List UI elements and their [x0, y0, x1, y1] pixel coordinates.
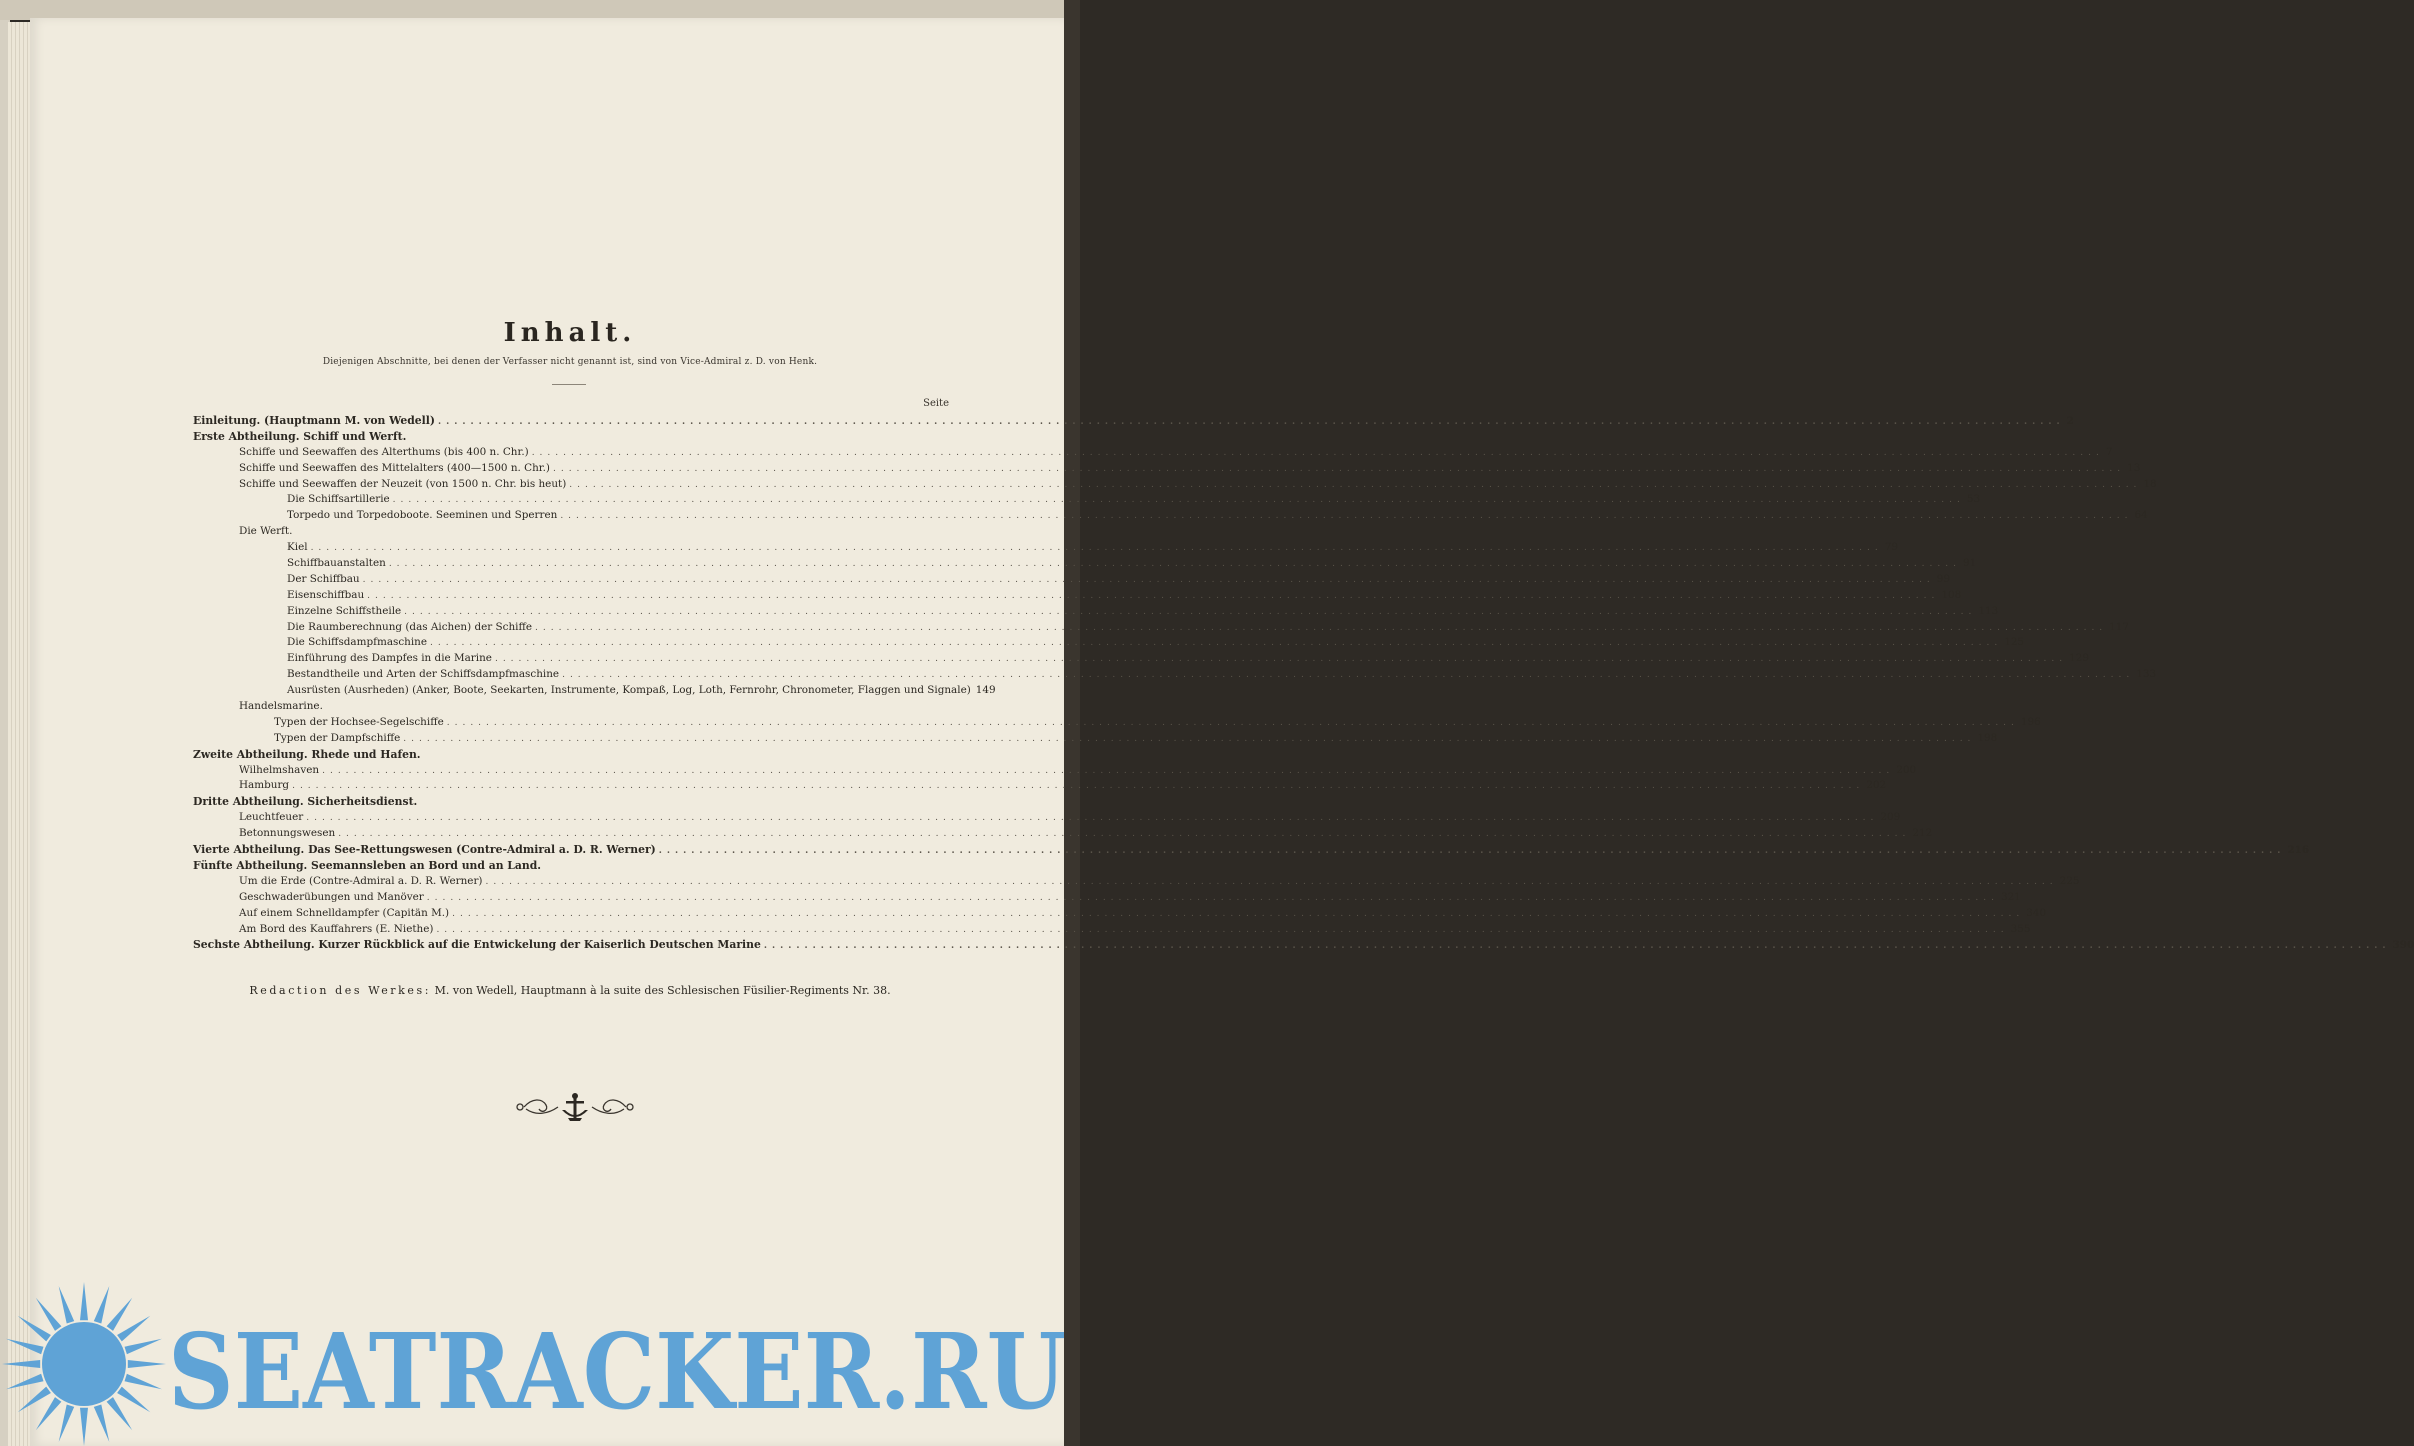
toc-entry-label: Einführung des Dampfes in die Marine: [287, 652, 495, 664]
toc-leader-dots: ........................................................................................................................................................................................................: [310, 543, 1883, 554]
page-subtitle: Diejenigen Abschnitte, bei denen der Verfasser nicht genannt ist, sind von Vice-Admiral z. D. von Henk.: [322, 357, 818, 367]
title-divider: [552, 384, 586, 385]
toc-entry-page: 18: [2143, 477, 2157, 490]
toc-entry-label: Geschwaderübungen und Manöver: [239, 891, 427, 903]
toc-leader-dots: ........................................................................................................................................................................................................: [437, 417, 2065, 427]
toc-entry-label: Fünfte Abtheilung. Seemannsleben an Bord und an Land.: [193, 859, 544, 872]
book-top-rim: [0, 0, 1080, 20]
toc-leader-dots: ........................................................................................................................................................................................................: [392, 495, 1965, 506]
toc-leader-dots: ........................................................................................................................................................................................................: [322, 765, 1895, 776]
toc-entry-label: Einleitung. (Hauptmann M. von Wedell): [193, 414, 438, 427]
toc-leader-dots: ........................................................................................................................................................................................................: [403, 733, 1976, 744]
toc-entry: [193, 572, 1951, 589]
toc-entry-page: 198: [1977, 731, 1998, 744]
toc-leader-dots: ........................................................................................................................................................................................................: [338, 829, 1911, 840]
toc-entry-page: 125: [2004, 636, 2025, 649]
toc-entry: [193, 715, 2041, 732]
toc-entry-label: Ausrüsten (Ausrheden) (Anker, Boote, Seekarten, Instrumente, Kompaß, Log, Loth, Fernrohr, Chronometer, Flaggen und Signale): [287, 684, 974, 696]
toc-entry-page: 340: [2026, 906, 2047, 919]
page-column-label: Seite: [923, 398, 949, 409]
toc-entry-page: 225: [2059, 874, 2080, 887]
toc-entry-page: 64: [2134, 509, 2148, 522]
toc-entry-label: Am Bord des Kauffahrers (E. Niethe): [239, 923, 436, 935]
toc-entry: [193, 477, 2157, 494]
toc-entry-page: 113: [1978, 604, 1999, 617]
toc-entry-page: 53: [1966, 493, 1981, 506]
toc-entry-label: Eisenschiffbau: [287, 589, 367, 601]
toc-entry-label: Schiffe und Seewaffen des Mittelalters (400—1500 n. Chr.): [239, 462, 553, 474]
toc-entry-page: 196: [2020, 715, 2041, 728]
toc-leader-dots: ........................................................................................................................................................................................................: [446, 717, 2019, 728]
toc-entry-page: 79: [1884, 541, 1898, 554]
toc-leader-dots: ........................................................................................................................................................................................................: [430, 638, 2003, 649]
toc-entry: [193, 874, 2080, 891]
toc-entry: [193, 922, 2031, 939]
toc-leader-dots: ........................................................................................................................................................................................................: [494, 654, 2068, 665]
toc-leader-dots: ........................................................................................................................................................................................................: [292, 781, 1865, 792]
toc-leader-dots: ........................................................................................................................................................................................................: [388, 559, 1961, 570]
toc-entry-label: Torpedo und Torpedoboote. Seeminen und Sperren: [287, 509, 560, 521]
toc-leader-dots: ........................................................................................................................................................................................................: [552, 463, 2126, 474]
toc-entry-page: 355: [2010, 922, 2031, 935]
toc-leader-dots: ........................................................................................................................................................................................................: [763, 941, 2391, 952]
toc-entry: [193, 604, 1999, 621]
toc-entry-label: Zweite Abtheilung. Rhede und Hafen.: [193, 748, 424, 761]
toc-entry: [193, 763, 1917, 780]
toc-entry-label: Der Schiffbau: [287, 573, 363, 585]
toc-entry-page: 99: [1936, 572, 1951, 585]
toc-entry-label: Bestandtheile und Arten der Schiffsdampfmaschine: [287, 668, 562, 680]
toc-entry: [193, 890, 2021, 907]
toc-entry: [193, 843, 2310, 859]
toc-leader-dots: ........................................................................................................................................................................................................: [658, 846, 2286, 857]
toc-entry: [193, 748, 950, 764]
toc-leader-dots: ........................................................................................................................................................................................................: [569, 479, 2142, 490]
toc-entry-label: Wilhelmshaven: [239, 764, 322, 776]
toc-entry-page: 202: [1866, 779, 1887, 792]
toc-entry: [193, 811, 1901, 827]
toc-entry-label: Schiffe und Seewaffen der Neuzeit (von 1500 n. Chr. bis heut): [239, 478, 569, 490]
toc-entry-label: Auf einem Schnelldampfer (Capitän M.): [239, 907, 452, 919]
toc-entry-page: 13: [2127, 461, 2141, 474]
toc-entry-page: 209: [1880, 811, 1901, 824]
toc-leader-dots: ........................................................................................................................................................................................................: [404, 606, 1977, 617]
toc-entry-label: Betonnungswesen: [239, 827, 338, 839]
toc-entry-label: Die Schiffsdampfmaschine: [287, 636, 430, 648]
toc-entry: [193, 684, 996, 700]
toc-entry-label: Schiffe und Seewaffen des Alterthums (bis 400 n. Chr.): [239, 446, 532, 458]
toc-entry: [193, 636, 2025, 652]
toc-entry-label: Typen der Dampfschiffe: [274, 732, 403, 744]
toc-leader-dots: ........................................................................................................................................................................................................: [436, 924, 2009, 935]
toc-entry-label: Vierte Abtheilung. Das See-Rettungswesen (Contre-Admiral a. D. R. Werner): [193, 843, 659, 856]
toc-entry-label: Die Schiffsartillerie: [287, 493, 393, 505]
toc-entry-page: 390: [2392, 939, 2414, 952]
toc-entry-page: 129: [2069, 652, 2089, 665]
toc-entry: [193, 779, 1887, 795]
toc-entry-page: 149: [975, 684, 996, 697]
toc-entry: [193, 541, 1898, 557]
toc-leader-dots: ........................................................................................................................................................................................................: [562, 670, 2135, 681]
toc-entry-page: 108: [1941, 588, 1962, 601]
toc-entry-label: Schiffbauanstalten: [287, 557, 389, 569]
toc-entry: [193, 557, 1977, 573]
toc-entry-label: Kiel: [287, 541, 311, 553]
toc-entry-page: 321: [2000, 890, 2021, 903]
toc-entry-page: 133: [2136, 668, 2157, 681]
toc-entry: [193, 493, 1981, 509]
watermark-text: SEATRACKER.RU: [168, 1310, 1066, 1433]
toc-entry-label: Sechste Abtheilung. Kurzer Rückblick auf die Entwickelung der Kaiserlich Deutschen Marine: [193, 938, 764, 951]
toc-leader-dots: ........................................................................................................................................................................................................: [485, 876, 2058, 887]
watermark: [0, 1280, 1080, 1446]
toc-entry: [193, 668, 2157, 684]
toc-entry-page: 117: [2109, 620, 2130, 633]
anchor-ornament-icon: [512, 1090, 638, 1124]
toc-entry: [193, 938, 2414, 954]
toc-entry-label: Handelsmarine.: [239, 700, 326, 712]
toc-entry: [193, 461, 2141, 478]
toc-entry: [193, 509, 2148, 525]
toc-entry-page: 91: [1962, 557, 1977, 570]
toc-entry: [193, 795, 950, 811]
toc-entry: [193, 445, 2113, 462]
toc-leader-dots: ........................................................................................................................................................................................................: [560, 511, 2133, 522]
toc-entry: [193, 731, 1998, 748]
redaction-line: [0, 984, 1140, 997]
toc-leader-dots: ........................................................................................................................................................................................................: [306, 813, 1879, 824]
toc-entry: [193, 588, 1962, 605]
toc-entry-label: Die Werft.: [239, 525, 295, 537]
toc-leader-dots: ........................................................................................................................................................................................................: [531, 447, 2104, 458]
toc-leader-dots: ........................................................................................................................................................................................................: [452, 908, 2025, 919]
toc-entry-label: Einzelne Schiffstheile: [287, 605, 404, 617]
toc-entry-label: Dritte Abtheilung. Sicherheitsdienst.: [193, 795, 420, 808]
toc-entry: [193, 906, 2047, 923]
toc-entry: [193, 859, 950, 875]
toc-entry-label: Um die Erde (Contre-Admiral a. D. R. Werner): [239, 875, 485, 887]
toc-entry: [193, 652, 2089, 668]
toc-entry: [193, 827, 1933, 843]
toc-entry-page: 200: [1896, 763, 1917, 776]
toc-entry-label: Erste Abtheilung. Schiff und Werft.: [193, 430, 409, 443]
toc-entry-page: 216: [2287, 844, 2310, 857]
toc-entry: [193, 525, 950, 541]
toc-entry: [193, 430, 950, 446]
toc-entry-label: Hamburg: [239, 779, 292, 791]
toc-entry: [193, 700, 950, 716]
toc-entry-page: 212: [1912, 827, 1933, 840]
toc-leader-dots: ........................................................................................................................................................................................................: [362, 574, 1935, 585]
redaction-prefix: Redaction des Werkes:: [249, 984, 432, 997]
table-of-contents: [193, 414, 2414, 954]
toc-entry-page: 7: [2105, 445, 2113, 458]
toc-leader-dots: ........................................................................................................................................................................................................: [367, 590, 1940, 601]
toc-entry: [193, 414, 2074, 430]
toc-entry-label: Leuchtfeuer: [239, 811, 306, 823]
toc-leader-dots: ........................................................................................................................................................................................................: [535, 622, 2108, 633]
page-title: Inhalt.: [503, 318, 637, 348]
toc-entry-label: Die Raumberechnung (das Aichen) der Schiffe: [287, 621, 535, 633]
toc-entry: [193, 620, 2130, 637]
toc-leader-dots: ........................................................................................................................................................................................................: [426, 892, 1999, 903]
redaction-text: M. von Wedell, Hauptmann à la suite des Schlesischen Füsilier-Regiments Nr. 38.: [434, 984, 891, 997]
toc-entry-label: Typen der Hochsee-Segelschiffe: [274, 716, 447, 728]
toc-entry-page: 2: [2066, 415, 2074, 427]
